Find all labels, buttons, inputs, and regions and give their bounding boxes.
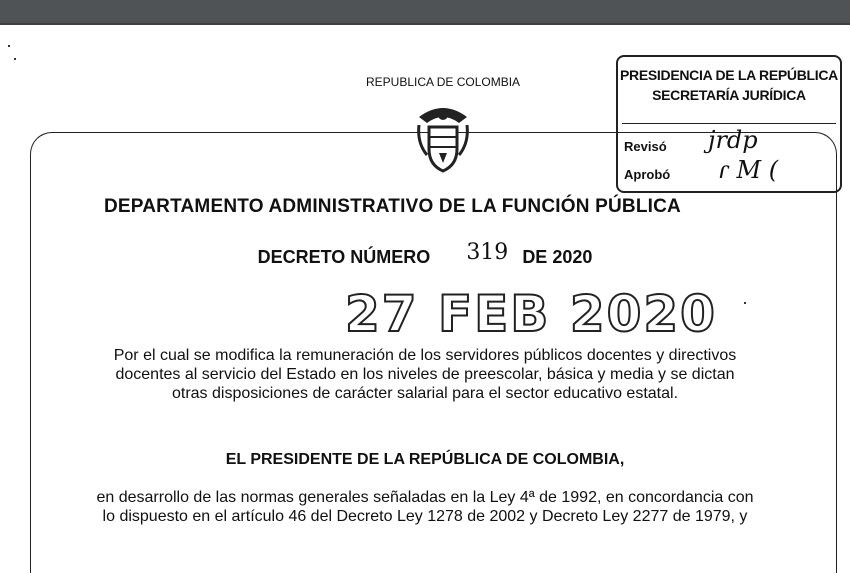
summary-line: Por el cual se modifica la remuneración de los servidores públicos docentes y directivos [113,347,737,364]
stamp-line: PRESIDENCIA DE LA REPÚBLICA [620,67,838,83]
decree-summary [0,346,850,403]
stamp-divider [622,123,836,124]
body-line: lo dispuesto en el artículo 46 del Decreto Ley 1278 de 2002 y Decreto Ley 2277 de 1979, y [102,508,748,525]
summary-line: otras disposiciones de carácter salarial para el sector educativo estatal. [171,385,679,402]
decree-label: DECRETO NÚMERO [257,247,431,267]
decree-date-stamp: 27 FEB 2020 [345,285,717,343]
country-heading: REPUBLICA DE COLOMBIA [366,75,521,89]
stamp-line: SECRETARÍA JURÍDICA [652,87,806,103]
decree-number-line [0,240,850,269]
summary-line: docentes al servicio del Estado en los niveles de preescolar, básica y media y se dictan [115,366,735,383]
stamp-heading [618,65,840,105]
reviewer-signature: jrdp [708,126,758,154]
decree-year: DE 2020 [522,247,593,267]
approver-signature: ɾ M ( [718,156,779,184]
approval-stamp [616,55,842,193]
viewer-toolbar [0,0,850,25]
decree-body [0,488,850,526]
scan-speck [14,58,16,60]
approved-label: Aprobó [624,167,671,182]
president-heading: EL PRESIDENTE DE LA REPÚBLICA DE COLOMBIA, [225,451,625,468]
scan-speck [8,45,10,47]
coat-of-arms-seal [415,103,471,175]
body-line: en desarrollo de las normas generales señaladas en la Ley 4ª de 1992, en concordancia con [96,489,754,506]
reviewed-label: Revisó [624,139,667,154]
department-title: DEPARTAMENTO ADMINISTRATIVO DE LA FUNCIÓN PÚBLICA [104,196,681,217]
decree-number: 319 [466,240,509,265]
